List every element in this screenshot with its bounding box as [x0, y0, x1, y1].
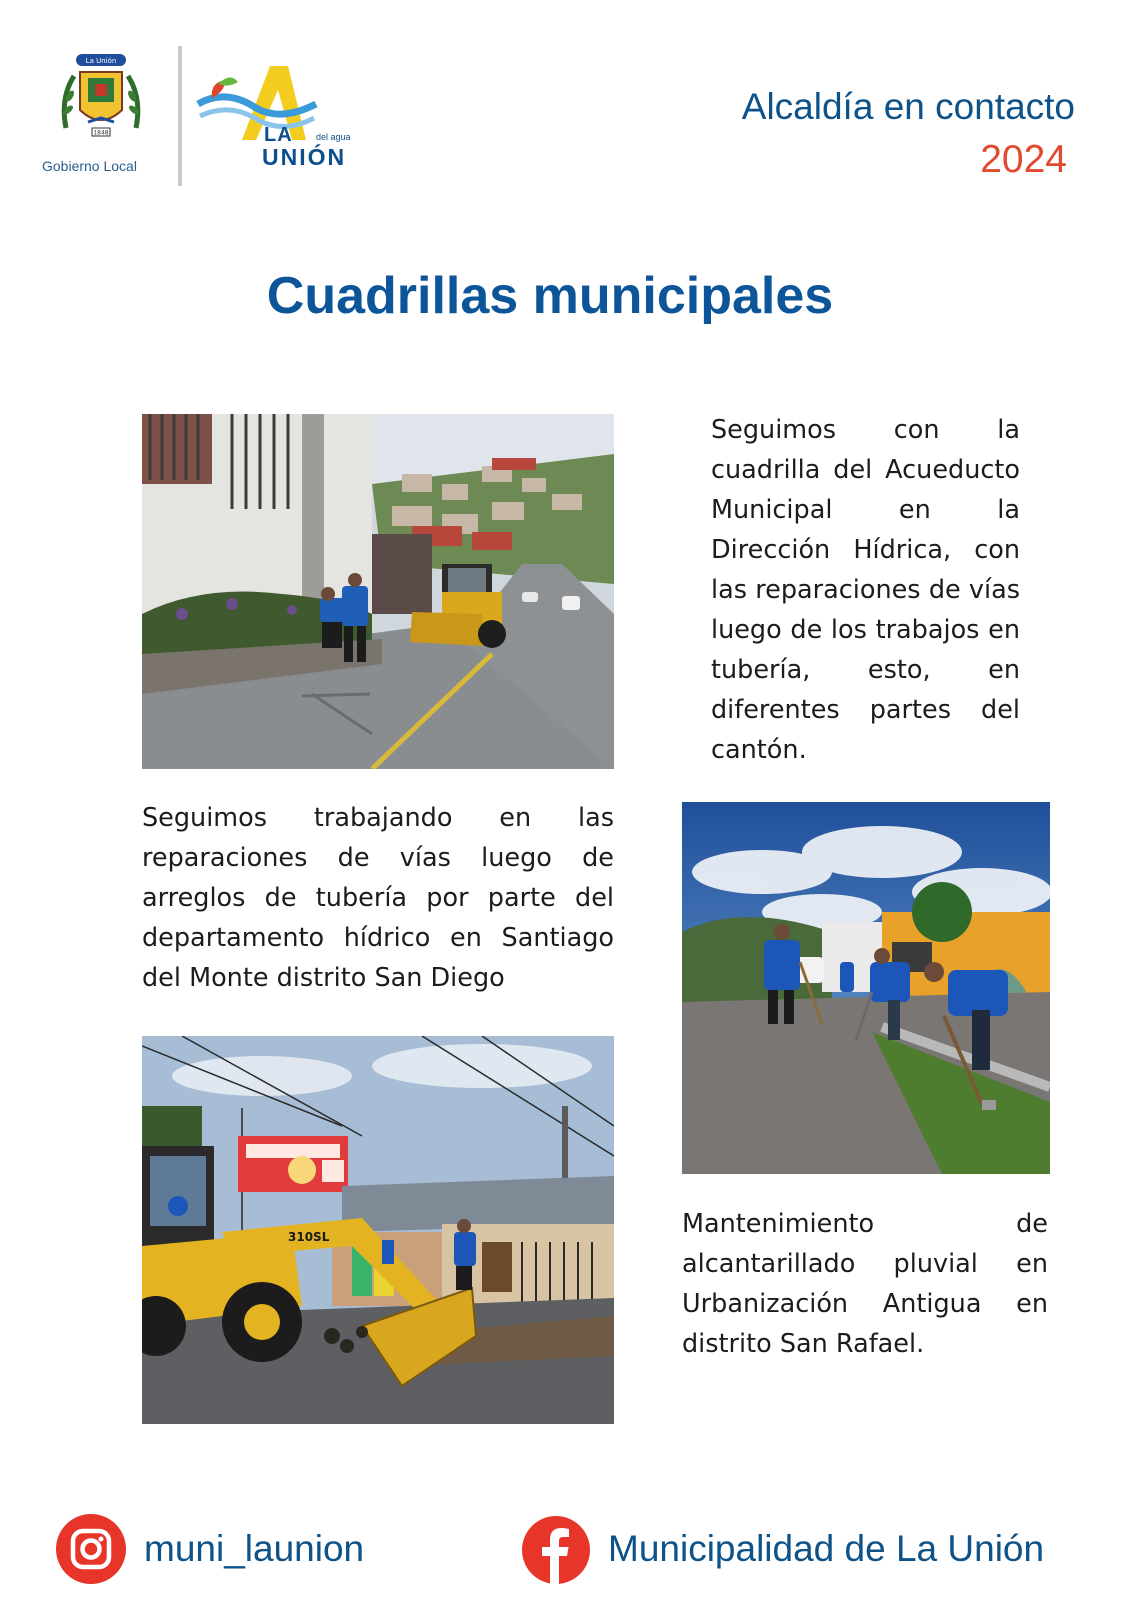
logo-union-text: UNIÓN — [262, 144, 347, 170]
gov-local-label: Gobierno Local — [42, 158, 137, 174]
header-title: Alcaldía en contacto — [741, 86, 1075, 127]
page-title: Cuadrillas municipales — [266, 267, 834, 325]
logo-del-agua-text: del agua — [316, 132, 351, 142]
header-divider — [178, 46, 182, 186]
drainage-maintenance-photo — [682, 802, 1050, 1174]
paragraph-alcantarillado: Mantenimiento de alcantarillado pluvial en Urbanización Antigua en distrito San Rafael. — [682, 1209, 1048, 1359]
paragraph-acueducto: Seguimos con la cuadrilla del Acueducto Municipal en la Dirección Hídrica, con las reparaciones de vías luego de los trabajos en tubería, esto, en diferentes partes del cantón. — [711, 415, 1020, 765]
logo-la-text: LA — [264, 124, 293, 146]
svg-text:La Unión: La Unión — [85, 57, 117, 65]
instagram-icon[interactable] — [56, 1514, 126, 1584]
municipal-crest — [58, 48, 144, 148]
paragraph-santiago-del-monte: Seguimos trabajando en las reparaciones de vías luego de arreglos de tubería por parte del departamento hídrico en Santiago del Monte distrito San Diego — [142, 803, 614, 993]
svg-text:1848: 1848 — [93, 129, 109, 137]
street-repair-photo — [142, 414, 614, 769]
facebook-icon[interactable] — [522, 1516, 590, 1584]
header-year: 2024 — [980, 138, 1067, 181]
svg-text:310SL: 310SL — [288, 1230, 330, 1244]
instagram-handle[interactable]: muni_launion — [144, 1528, 365, 1569]
backhoe-photo — [142, 1036, 614, 1424]
facebook-page-name[interactable]: Municipalidad de La Unión — [608, 1528, 1045, 1569]
